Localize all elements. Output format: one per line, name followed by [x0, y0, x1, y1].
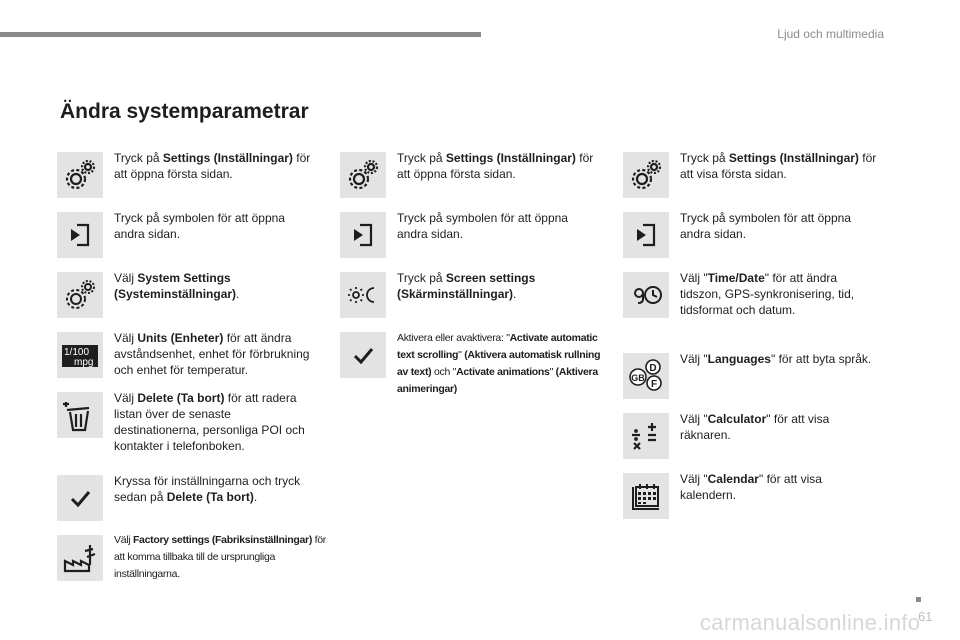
calculator-instruction: Välj "Calculator" för att visa räknaren. — [680, 412, 830, 442]
lang-icon-f: F — [650, 379, 658, 390]
screen-settings-instruction: Tryck på Screen settings (Skärminställningar). — [397, 271, 536, 301]
settings-instruction-2: Tryck på Settings (Inställningar) för att öppna första sidan. — [397, 151, 594, 181]
factory-icon — [57, 535, 103, 581]
check-instruction: Kryssa för inställningarna och tryck sedan på Delete (Ta bort). — [114, 474, 301, 504]
time-date-instruction: Välj "Time/Date" för att ändra tidszon, GPS-synkronisering, tid, tidsformat och datum. — [680, 271, 855, 317]
units-instruction: Välj Units (Enheter) för att ändra avståndsenhet, enhet för förbrukning och enhet för temperatur. — [114, 331, 310, 377]
page-title: Ändra systemparametrar — [60, 100, 309, 123]
calendar-icon — [623, 473, 669, 519]
next-page-icon — [57, 212, 103, 258]
settings-gear-icon-3 — [623, 152, 669, 198]
system-settings-instruction: Välj System Settings (Systeminställningar). — [114, 271, 240, 301]
lang-icon-gb: GB — [631, 373, 645, 383]
system-settings-icon — [57, 272, 103, 318]
delete-trash-icon — [57, 392, 103, 438]
languages-instruction: Välj "Languages" för att byta språk. — [680, 352, 872, 366]
units-icon-top: 1/100 — [64, 347, 90, 358]
languages-icon — [623, 353, 669, 399]
check-icon — [57, 475, 103, 521]
screen-settings-icon — [340, 272, 386, 318]
section-title: Ljud och multimedia — [777, 27, 884, 41]
settings-instruction-3: Tryck på Settings (Inställningar) för att visa första sidan. — [680, 151, 877, 181]
calculator-icon — [623, 413, 669, 459]
lang-icon-d: D — [649, 363, 657, 374]
next-page-instruction-1: Tryck på symbolen för att öppna andra sidan. — [114, 211, 285, 241]
units-icon-bottom: mpg — [74, 357, 94, 368]
page-marker — [916, 597, 921, 602]
settings-gear-icon-2 — [340, 152, 386, 198]
settings-gear-icon — [57, 152, 103, 198]
delete-instruction: Välj Delete (Ta bort) för att radera listan över de senaste destinationerna, personliga POI och kontakter i telefonboken. — [114, 391, 305, 453]
top-rule — [0, 32, 481, 37]
page-number: 61 — [918, 609, 933, 624]
units-icon — [57, 332, 103, 378]
next-page-icon-2 — [340, 212, 386, 258]
time-date-icon — [623, 272, 669, 318]
next-page-instruction-2: Tryck på symbolen för att öppna andra sidan. — [397, 211, 568, 241]
calendar-instruction: Välj "Calendar" för att visa kalendern. — [680, 472, 822, 502]
settings-instruction-1: Tryck på Settings (Inställningar) för att öppna första sidan. — [114, 151, 311, 181]
activate-instruction: Aktivera eller avaktivera: "Activate automatic text scrolling" (Aktivera automatisk rullning av text) och "Activate animations" (Aktivera animeringar) — [397, 332, 601, 395]
next-page-instruction-3: Tryck på symbolen för att öppna andra sidan. — [680, 211, 851, 241]
factory-instruction: Välj Factory settings (Fabriksinställningar) för att komma tillbaka till de ursprungliga inställningarna. — [114, 534, 327, 580]
next-page-icon-3 — [623, 212, 669, 258]
watermark: carmanualsonline.info — [700, 610, 921, 635]
activate-check-icon — [340, 332, 386, 378]
